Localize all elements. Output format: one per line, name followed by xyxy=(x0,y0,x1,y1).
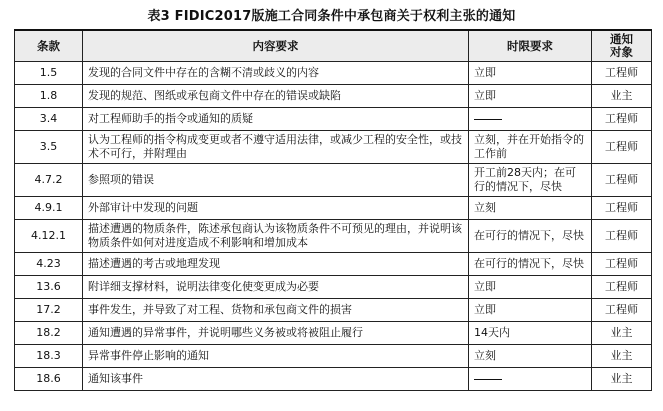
time-cell: 立刻 xyxy=(469,197,592,220)
clause-cell: 17.2 xyxy=(15,299,83,322)
target-cell: 业主 xyxy=(592,322,652,345)
target-cell: 工程师 xyxy=(592,131,652,164)
table-row xyxy=(15,276,652,299)
content-cell: 事件发生，并导致了对工程、货物和承包商文件的损害 xyxy=(83,299,469,322)
clause-cell: 4.12.1 xyxy=(15,220,83,253)
target-cell: 业主 xyxy=(592,345,652,368)
clause-cell: 1.5 xyxy=(15,62,83,85)
content-cell: 对工程师助手的指令或通知的质疑 xyxy=(83,108,469,131)
table-row xyxy=(15,131,652,164)
target-cell: 业主 xyxy=(592,85,652,108)
time-cell: 14天内 xyxy=(469,322,592,345)
target-cell: 工程师 xyxy=(592,197,652,220)
clause-cell: 4.9.1 xyxy=(15,197,83,220)
time-cell: 在可行的情况下，尽快 xyxy=(469,253,592,276)
content-cell: 外部审计中发现的问题 xyxy=(83,197,469,220)
table-row xyxy=(15,85,652,108)
content-cell: 通知遭遇的异常事件，并说明哪些义务被或将被阻止履行 xyxy=(83,322,469,345)
header-clause: 条款 xyxy=(15,30,83,62)
clause-cell: 1.8 xyxy=(15,85,83,108)
table-row xyxy=(15,322,652,345)
target-cell: 工程师 xyxy=(592,108,652,131)
content-cell: 附详细支撑材料，说明法律变化使变更成为必要 xyxy=(83,276,469,299)
time-cell: 立即 xyxy=(469,62,592,85)
table-row xyxy=(15,299,652,322)
target-cell: 工程师 xyxy=(592,220,652,253)
clause-cell: 18.2 xyxy=(15,322,83,345)
table-row xyxy=(15,253,652,276)
table-row xyxy=(15,164,652,197)
target-cell: 工程师 xyxy=(592,164,652,197)
header-time: 时限要求 xyxy=(469,30,592,62)
header-target: 通知 对象 xyxy=(592,30,652,62)
time-cell: 在可行的情况下，尽快 xyxy=(469,220,592,253)
table-row xyxy=(15,220,652,253)
content-cell: 异常事件停止影响的通知 xyxy=(83,345,469,368)
content-cell: 发现的规范、图纸或承包商文件中存在的错误或缺陷 xyxy=(83,85,469,108)
time-cell: 立即 xyxy=(469,299,592,322)
notice-table xyxy=(14,29,652,391)
time-cell: 立刻，并在开始指令的工作前 xyxy=(469,131,592,164)
clause-cell: 3.5 xyxy=(15,131,83,164)
clause-cell: 18.3 xyxy=(15,345,83,368)
clause-cell: 3.4 xyxy=(15,108,83,131)
content-cell: 通知该事件 xyxy=(83,368,469,391)
target-cell: 工程师 xyxy=(592,62,652,85)
table-row xyxy=(15,345,652,368)
table-row xyxy=(15,197,652,220)
target-cell: 工程师 xyxy=(592,276,652,299)
table-row xyxy=(15,62,652,85)
time-cell: 立即 xyxy=(469,85,592,108)
dash-mark xyxy=(474,119,502,120)
table-header-row xyxy=(15,30,652,62)
time-cell xyxy=(469,108,592,131)
target-cell: 工程师 xyxy=(592,299,652,322)
target-cell: 工程师 xyxy=(592,253,652,276)
time-cell xyxy=(469,368,592,391)
time-cell: 立即 xyxy=(469,276,592,299)
table-row xyxy=(15,108,652,131)
table-title: 表3 FIDIC2017版施工合同条件中承包商关于权利主张的通知 xyxy=(147,9,516,24)
clause-cell: 18.6 xyxy=(15,368,83,391)
clause-cell: 4.7.2 xyxy=(15,164,83,197)
time-cell: 立刻 xyxy=(469,345,592,368)
content-cell: 认为工程师的指令构成变更或者不遵守适用法律，或减少工程的安全性，或技术不可行，并附理由 xyxy=(83,131,469,164)
dash-mark xyxy=(474,379,502,380)
clause-cell: 13.6 xyxy=(15,276,83,299)
content-cell: 描述遭遇的物质条件，陈述承包商认为该物质条件不可预见的理由，并说明该物质条件如何对进度造成不利影响和增加成本 xyxy=(83,220,469,253)
target-cell: 业主 xyxy=(592,368,652,391)
content-cell: 描述遭遇的考古或地理发现 xyxy=(83,253,469,276)
content-cell: 参照项的错误 xyxy=(83,164,469,197)
table-row xyxy=(15,368,652,391)
header-content: 内容要求 xyxy=(83,30,469,62)
clause-cell: 4.23 xyxy=(15,253,83,276)
time-cell: 开工前28天内；在可行的情况下，尽快 xyxy=(469,164,592,197)
content-cell: 发现的合同文件中存在的含糊不清或歧义的内容 xyxy=(83,62,469,85)
